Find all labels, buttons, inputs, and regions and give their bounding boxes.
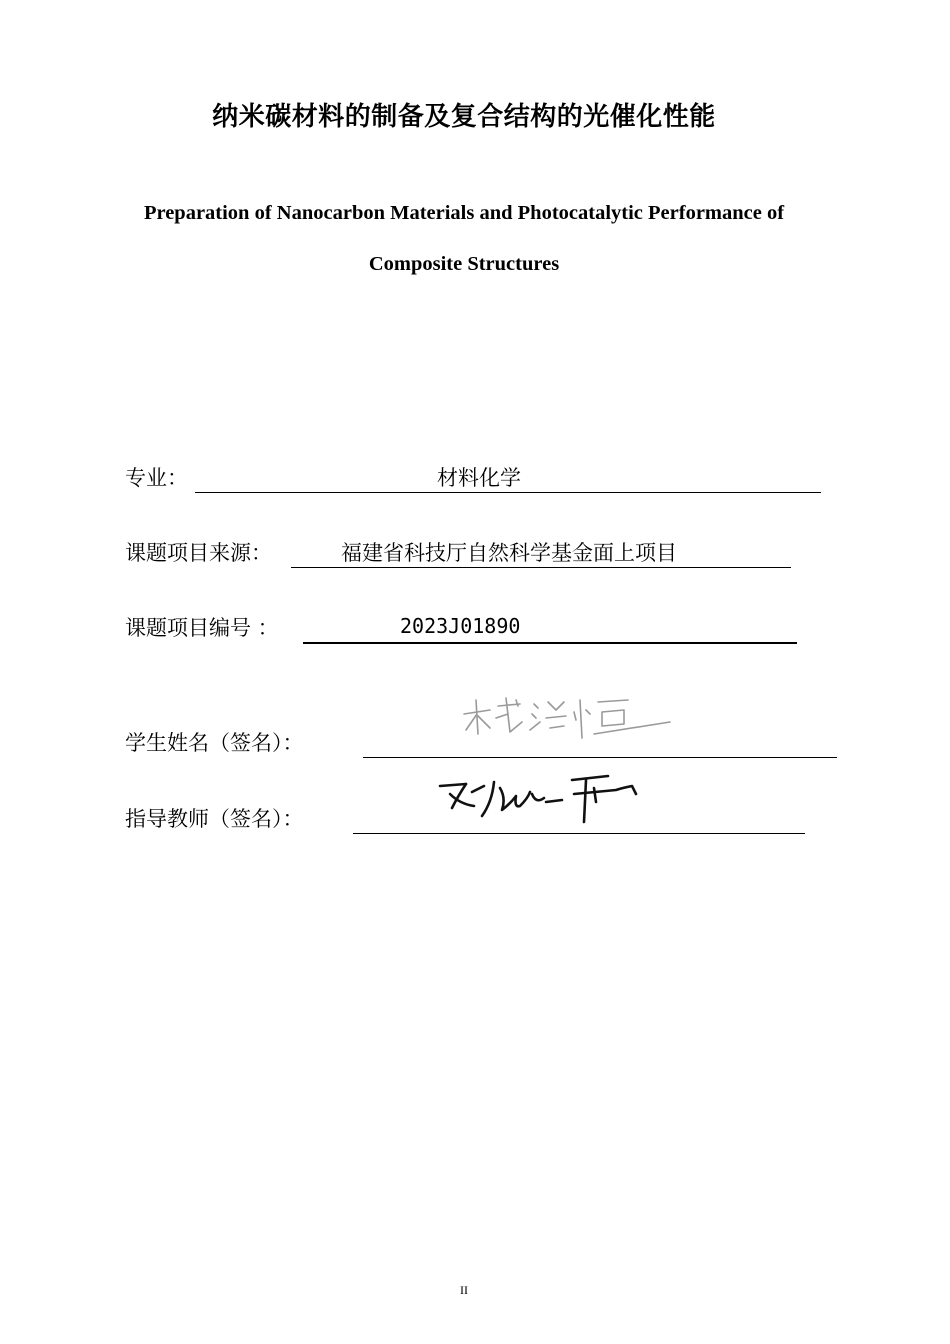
english-title-line-1: Preparation of Nanocarbon Materials and Photocatalytic Performance of bbox=[143, 202, 785, 224]
project-number-label: 课题项目编号 ： bbox=[125, 616, 279, 640]
student-name-label: 学生姓名（签名）： bbox=[125, 731, 304, 755]
project-number-underline bbox=[303, 612, 797, 644]
major-value: 材料化学 bbox=[437, 466, 521, 490]
major-label: 专业： bbox=[125, 466, 188, 490]
advisor-label: 指导教师（签名）： bbox=[125, 807, 304, 831]
project-source-value: 福建省科技厅自然科学基金面上项目 bbox=[341, 541, 677, 565]
english-title-line-2: Composite Structures bbox=[368, 253, 560, 275]
page-number: II bbox=[460, 1283, 468, 1297]
project-number-value: 2023J01890 bbox=[400, 614, 521, 638]
project-source-label: 课题项目来源： bbox=[125, 541, 272, 565]
chinese-title: 纳米碳材料的制备及复合结构的光催化性能 bbox=[212, 102, 716, 132]
advisor-signature bbox=[436, 764, 651, 826]
student-signature bbox=[460, 692, 675, 742]
